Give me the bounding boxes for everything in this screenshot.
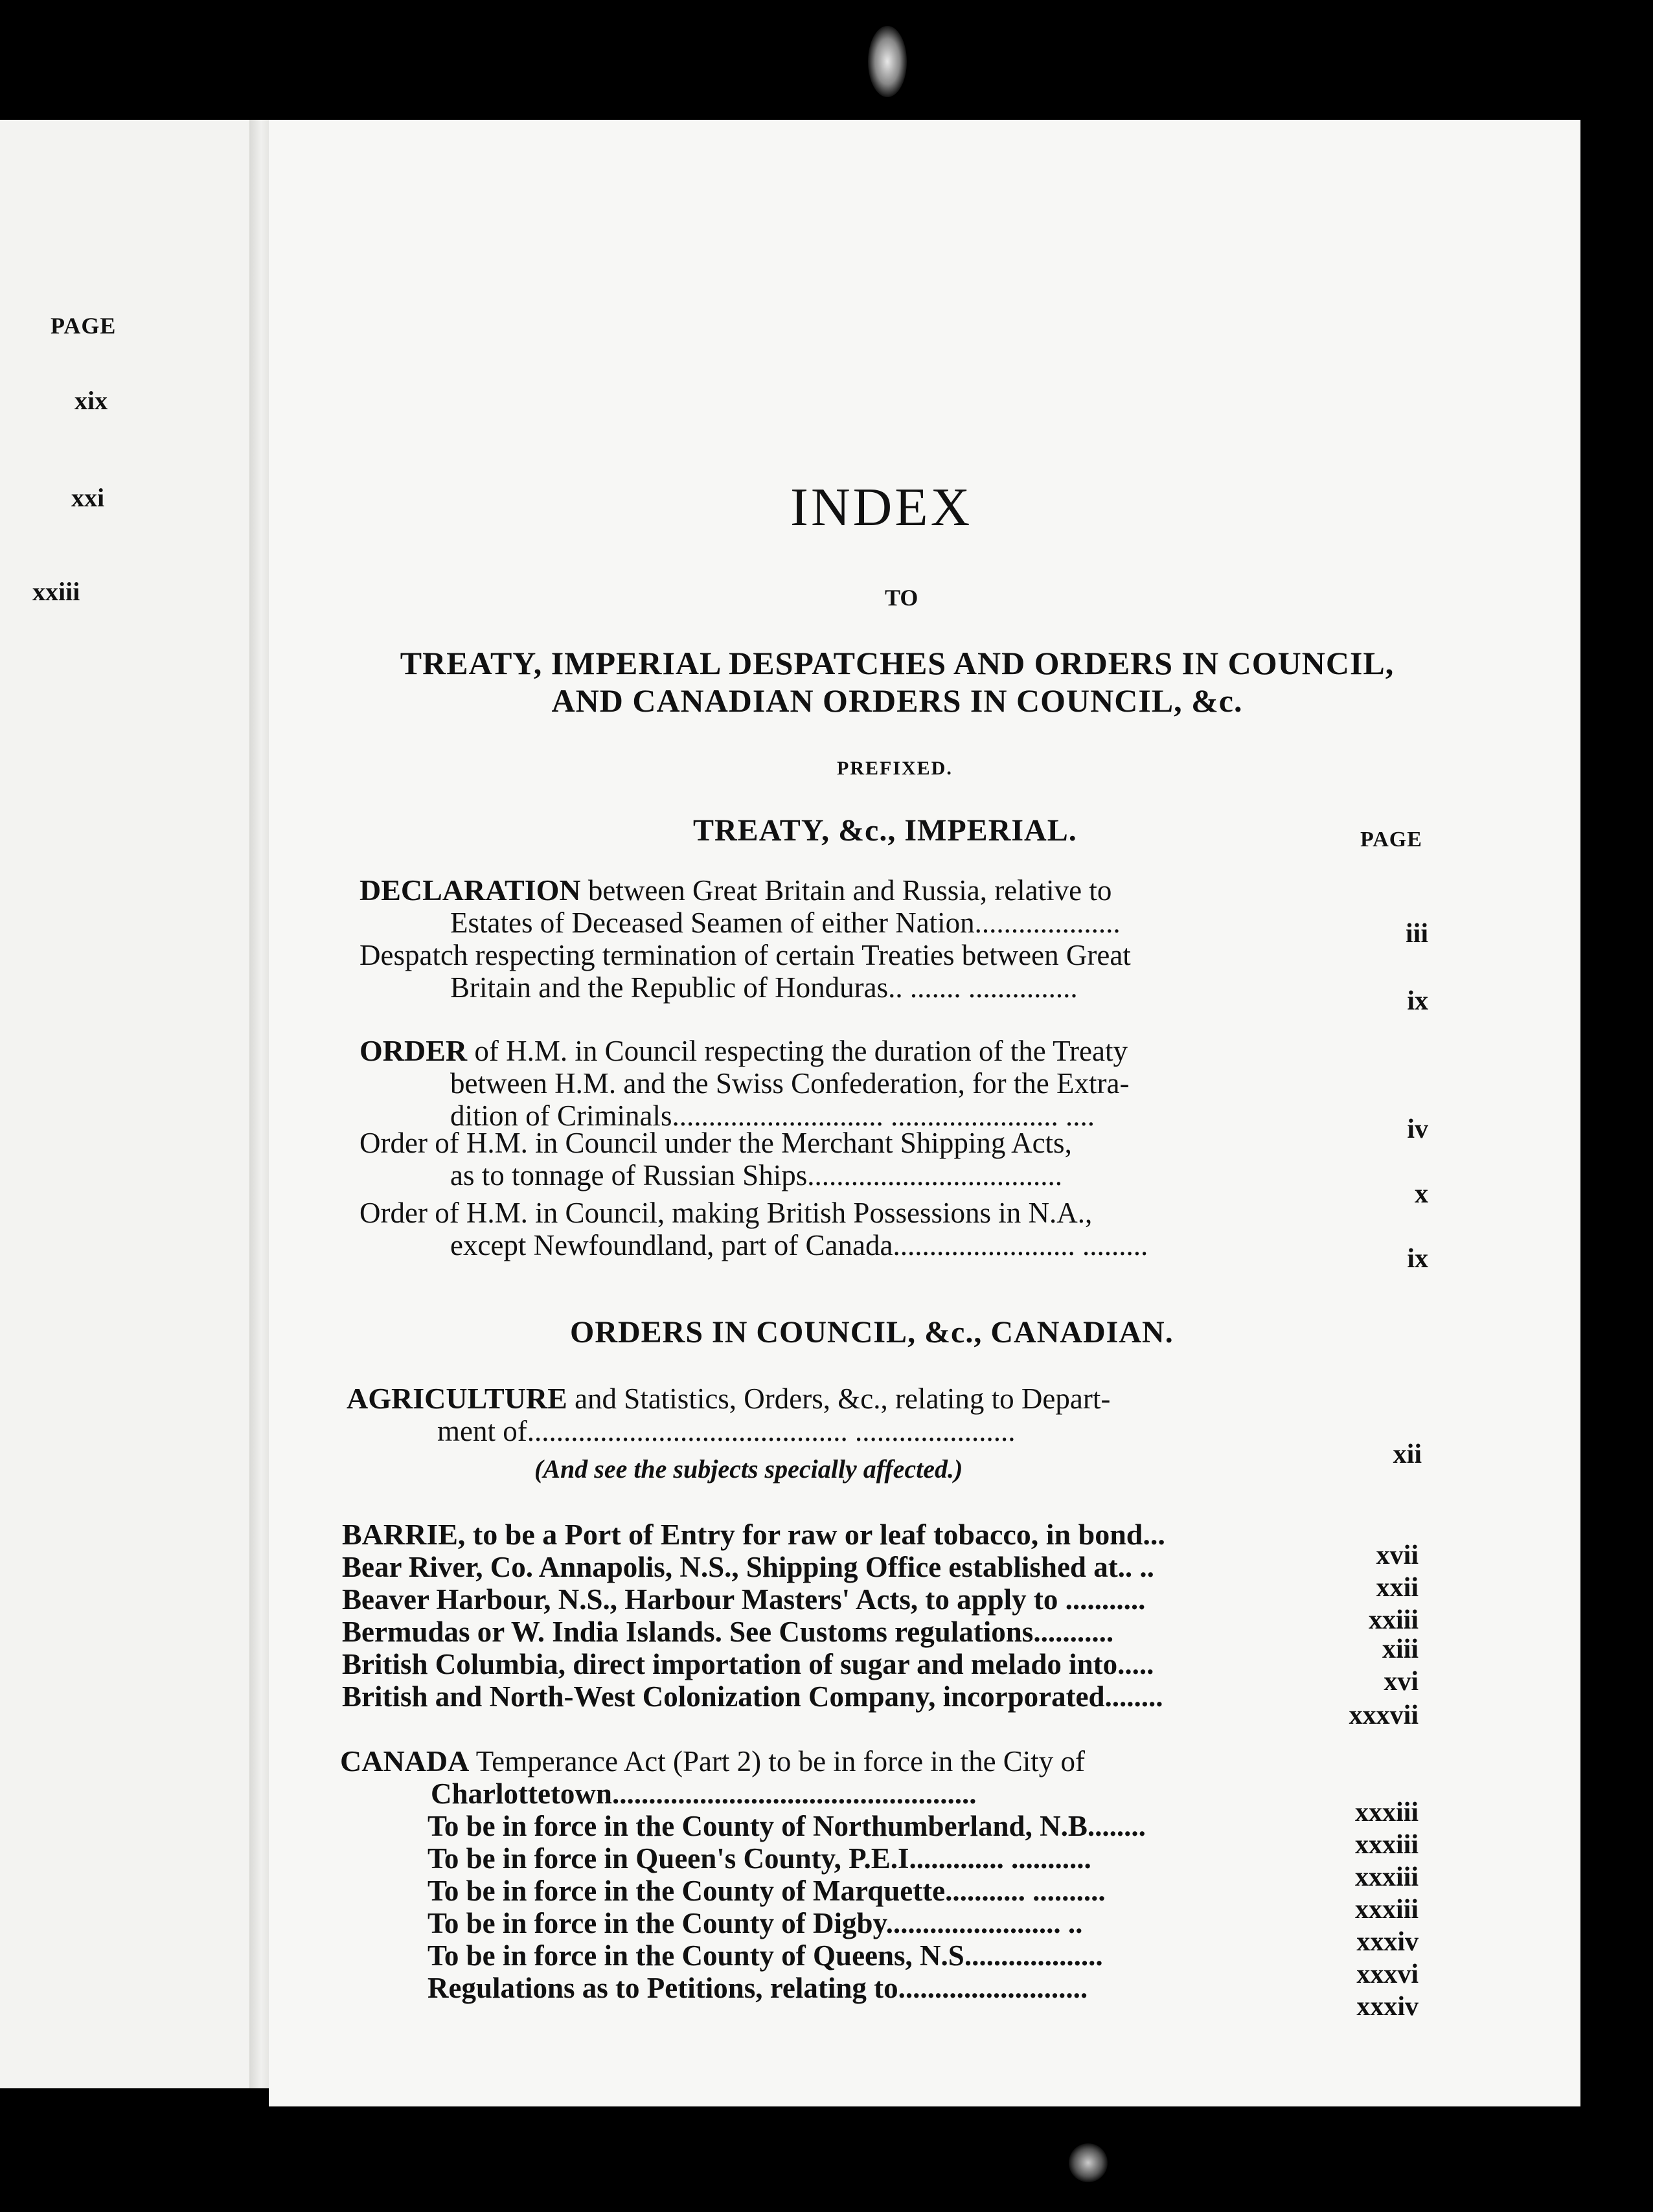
agriculture-note: (And see the subjects specially affected.) bbox=[534, 1454, 963, 1484]
entry-page: xxxiii bbox=[1354, 1798, 1419, 1827]
scan-smudge bbox=[868, 26, 907, 97]
index-entry-canada bbox=[340, 1745, 1286, 1810]
entry-text: British Columbia, direct importation of sugar and melado into..... bbox=[342, 1648, 1154, 1680]
index-heading bbox=[363, 644, 1431, 719]
entry-text: dition of Criminals............................. ....................... .... bbox=[450, 1100, 1095, 1132]
entry-text: BARRIE, to be a Port of Entry for raw or leaf tobacco, in bond... bbox=[342, 1518, 1165, 1551]
entry-page: xxxiv bbox=[1356, 1992, 1419, 2022]
entry-text: Britain and the Republic of Honduras.. ....... ............... bbox=[450, 971, 1078, 1004]
index-entry-order-merchant bbox=[359, 1127, 1305, 1191]
entry-page: xvi bbox=[1384, 1667, 1419, 1697]
scan-smudge-bottom bbox=[1069, 2143, 1108, 2182]
left-page bbox=[0, 120, 249, 2088]
left-page-ref: xxiii bbox=[32, 577, 80, 606]
page-column-label: PAGE bbox=[1360, 828, 1422, 852]
entry-page: xxxiii bbox=[1354, 1895, 1419, 1924]
prefixed-label: PREFIXED. bbox=[837, 758, 953, 779]
entry-text: Regulations as to Petitions, relating to.......................... bbox=[428, 1972, 1088, 2004]
entry-page: x bbox=[1415, 1179, 1428, 1209]
index-subentry bbox=[428, 1972, 1289, 2004]
section-title-imperial: TREATY, &c., IMPERIAL. bbox=[693, 813, 1077, 848]
entry-text: Order of H.M. in Council, making British Possessions in N.A., bbox=[359, 1197, 1093, 1229]
entry-text: Beaver Harbour, N.S., Harbour Masters' Acts, to apply to ........... bbox=[342, 1583, 1146, 1616]
index-entry-b bbox=[342, 1583, 1301, 1616]
heading-line-2: AND CANADIAN ORDERS IN COUNCIL, &c. bbox=[551, 683, 1243, 719]
entry-text: Bermudas or W. India Islands. See Customs regulations........... bbox=[342, 1616, 1114, 1648]
index-entry-b bbox=[342, 1648, 1301, 1680]
entry-text: To be in force in Queen's County, P.E.I............. ........... bbox=[428, 1842, 1091, 1875]
entry-page: ix bbox=[1407, 986, 1428, 1016]
entry-page: xxiii bbox=[1368, 1605, 1419, 1635]
index-entry-declaration bbox=[359, 874, 1305, 939]
entry-text: To be in force in the County of Queens, N.S................... bbox=[428, 1939, 1103, 1972]
title-to: TO bbox=[885, 585, 918, 611]
index-entry-b bbox=[342, 1551, 1301, 1583]
entry-keyword: DECLARATION bbox=[359, 874, 581, 907]
entry-page: xxxiv bbox=[1356, 1927, 1419, 1957]
heading-line-1: TREATY, IMPERIAL DESPATCHES AND ORDERS IN COUNCIL, bbox=[400, 645, 1395, 681]
entry-page: xxii bbox=[1376, 1573, 1419, 1603]
entry-page: xxxvi bbox=[1356, 1959, 1419, 1989]
entry-page: ix bbox=[1407, 1244, 1428, 1274]
left-page-ref: xxi bbox=[71, 483, 105, 512]
entry-text: Order of H.M. in Council under the Merchant Shipping Acts, bbox=[359, 1127, 1072, 1159]
entry-page: xxxiii bbox=[1354, 1862, 1419, 1892]
entry-text: as to tonnage of Russian Ships................................... bbox=[450, 1159, 1062, 1191]
index-subentry bbox=[428, 1939, 1289, 1972]
left-page-label: PAGE bbox=[51, 313, 117, 339]
index-entry-b bbox=[342, 1518, 1301, 1551]
index-subentry bbox=[428, 1842, 1289, 1875]
index-entry-order-possessions bbox=[359, 1197, 1305, 1261]
entry-text: To be in force in the County of Digby........................ .. bbox=[428, 1907, 1083, 1939]
entry-keyword: ORDER bbox=[359, 1034, 468, 1067]
entry-page: xxxiii bbox=[1354, 1830, 1419, 1860]
entry-text: and Statistics, Orders, &c., relating to Depart- bbox=[567, 1382, 1111, 1415]
entry-page: xvii bbox=[1376, 1541, 1419, 1570]
entry-text: Estates of Deceased Seamen of either Nation.................... bbox=[450, 907, 1121, 939]
entry-text: Bear River, Co. Annapolis, N.S., Shipping Office established at.. .. bbox=[342, 1551, 1154, 1583]
left-page-ref: xix bbox=[74, 386, 108, 415]
entry-text: Temperance Act (Part 2) to be in force in the City of bbox=[469, 1745, 1086, 1778]
entry-text: ment of............................................ ...................... bbox=[437, 1415, 1016, 1447]
index-entry-b bbox=[342, 1616, 1301, 1648]
entry-text: To be in force in the County of Marquette........... .......... bbox=[428, 1875, 1106, 1907]
entry-page: xii bbox=[1393, 1439, 1422, 1469]
index-entry-b bbox=[342, 1680, 1301, 1713]
entry-text: Charlottetown.................................................. bbox=[431, 1778, 977, 1810]
entry-keyword: CANADA bbox=[340, 1744, 470, 1778]
entry-page: iv bbox=[1407, 1114, 1428, 1144]
entry-text: between Great Britain and Russia, relative to bbox=[580, 874, 1112, 907]
entry-text: between H.M. and the Swiss Confederation, for the Extra- bbox=[450, 1067, 1130, 1100]
section-title-canadian: ORDERS IN COUNCIL, &c., CANADIAN. bbox=[570, 1315, 1174, 1349]
entry-page: xxxvii bbox=[1349, 1700, 1419, 1730]
page-title: INDEX bbox=[790, 477, 973, 537]
index-entry-order bbox=[359, 1035, 1305, 1132]
entry-keyword: AGRICULTURE bbox=[347, 1382, 567, 1415]
entry-text: Despatch respecting termination of certain Treaties between Great bbox=[359, 939, 1131, 971]
entry-text: To be in force in the County of Northumberland, N.B........ bbox=[428, 1810, 1146, 1842]
entry-text: except Newfoundland, part of Canada......................... ......... bbox=[450, 1229, 1148, 1261]
index-entry-agriculture bbox=[347, 1382, 1292, 1447]
book-gutter bbox=[249, 120, 269, 2088]
index-entry-despatch bbox=[359, 939, 1305, 1004]
index-subentry bbox=[428, 1907, 1289, 1939]
entry-page: iii bbox=[1405, 919, 1428, 949]
entry-text: British and North-West Colonization Company, incorporated........ bbox=[342, 1680, 1163, 1713]
entry-text: of H.M. in Council respecting the duration of the Treaty bbox=[467, 1035, 1128, 1067]
index-subentry bbox=[428, 1810, 1289, 1842]
index-subentry bbox=[428, 1875, 1289, 1907]
entry-page: xiii bbox=[1382, 1634, 1419, 1664]
